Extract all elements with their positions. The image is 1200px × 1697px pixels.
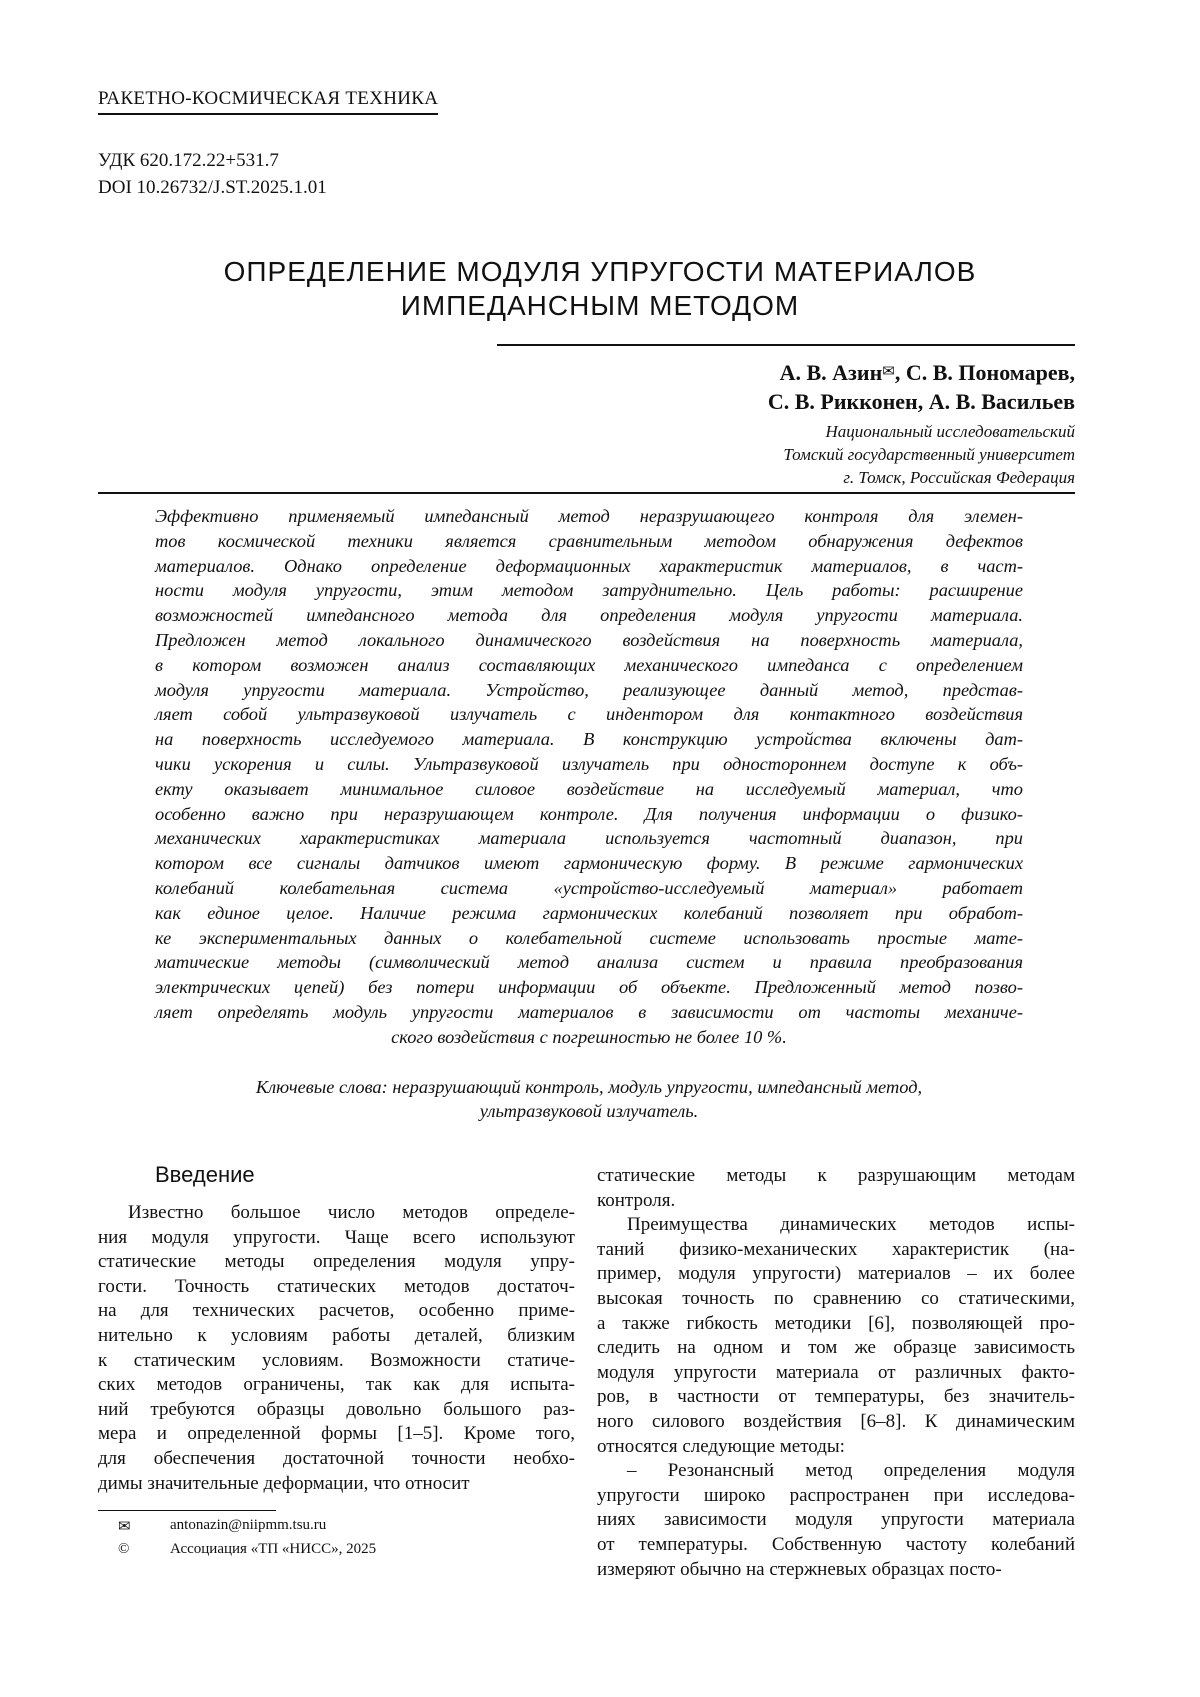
text-line: ний требуются образцы довольно большого раз-: [98, 1398, 575, 1423]
text-line: Известно большое число методов определе-: [98, 1201, 575, 1226]
text-line: особенно важно при неразрушающем контроле. Для получения информации о физико-: [155, 802, 1023, 827]
text-line: ного силового воздействия [6–8]. К динамическим: [597, 1410, 1075, 1435]
text-line: упругости широко распространен при исследова-: [597, 1484, 1075, 1509]
text-line: ке экспериментальных данных о колебательной системе использовать простые мате-: [155, 926, 1023, 951]
text-line: относятся следующие методы:: [597, 1435, 1075, 1460]
paper-page: [0, 0, 1200, 1697]
text-line: Преимущества динамических методов испы-: [597, 1213, 1075, 1238]
affiliation-line: Томский государственный университет: [783, 443, 1075, 466]
keywords-line: Ключевые слова: неразрушающий контроль, модуль упругости, импедансный метод,: [155, 1075, 1023, 1099]
text-line: в котором возможен анализ составляющих механического импеданса с определением: [155, 653, 1023, 678]
abstract: [155, 504, 1023, 1050]
affiliation-line: г. Томск, Российская Федерация: [783, 466, 1075, 489]
text-line: ских методов ограничены, так как для испыта-: [98, 1373, 575, 1398]
text-line: ляет собой ультразвуковой излучатель с индентором для контактного воздействия: [155, 702, 1023, 727]
section-heading-introduction: Введение: [155, 1162, 255, 1188]
affiliation: [783, 420, 1075, 489]
text-line: для обеспечения достаточной точности необхо-: [98, 1447, 575, 1472]
text-line: котором все сигналы датчиков имеют гармоническую форму. В режиме гармонических: [155, 851, 1023, 876]
text-line: Эффективно применяемый импедансный метод неразрушающего контроля для элемен-: [155, 504, 1023, 529]
divider: [497, 344, 1075, 346]
text-line: ского воздействия с погрешностью не более 10 %.: [155, 1025, 1023, 1050]
author-name: А. В. Азин: [780, 360, 883, 385]
text-line: таний физико-механических характеристик (на-: [597, 1238, 1075, 1263]
text-line: ляет определять модуль упругости материалов в зависимости от частоты механиче-: [155, 1000, 1023, 1025]
title-line: ОПРЕДЕЛЕНИЕ МОДУЛЯ УПРУГОСТИ МАТЕРИАЛОВ: [0, 255, 1200, 289]
text-line: гости. Точность статических методов достаточ-: [98, 1275, 575, 1300]
text-line: возможностей импедансного метода для определения модуля упругости материала.: [155, 603, 1023, 628]
text-line: измеряют обычно на стержневых образцах посто-: [597, 1558, 1075, 1583]
udk: УДК 620.172.22+531.7: [98, 150, 279, 172]
authors: [768, 358, 1075, 416]
text-line: статические методы определения модуля упру-: [98, 1250, 575, 1275]
text-line: модуля упругости материала. Устройство, реализующее данный метод, представ-: [155, 678, 1023, 703]
doi: DOI 10.26732/J.ST.2025.1.01: [98, 177, 327, 199]
text-line: статические методы к разрушающим методам: [597, 1164, 1075, 1189]
affiliation-line: Национальный исследовательский: [783, 420, 1075, 443]
text-line: модуля упругости материала от различных факто-: [597, 1361, 1075, 1386]
text-line: высокая точность по сравнению со статическими,: [597, 1287, 1075, 1312]
envelope-icon: ✉: [882, 364, 895, 380]
footnote-email: [118, 1517, 131, 1536]
text-line: электрических цепей) без потери информации об объекте. Предложенный метод позво-: [155, 975, 1023, 1000]
journal-section: РАКЕТНО-КОСМИЧЕСКАЯ ТЕХНИКА: [98, 88, 438, 115]
text-line: чики ускорения и силы. Ультразвуковой излучатель при одностороннем доступе к объ-: [155, 752, 1023, 777]
email-link[interactable]: antonazin@niipmm.tsu.ru: [170, 1517, 326, 1534]
text-line: ров, в частности от температуры, без значитель-: [597, 1385, 1075, 1410]
keywords: [155, 1075, 1023, 1123]
text-line: следить на одном и том же образце зависимость: [597, 1336, 1075, 1361]
right-column-text: [597, 1164, 1075, 1582]
text-line: на для технических расчетов, особенно приме-: [98, 1299, 575, 1324]
left-column-text: [98, 1201, 575, 1496]
text-line: нительно к условиям работы деталей, близким: [98, 1324, 575, 1349]
text-line: мера и определенной формы [1–5]. Кроме того,: [98, 1422, 575, 1447]
text-line: а также гибкость методики [6], позволяющей про-: [597, 1312, 1075, 1337]
text-line: от температуры. Собственную частоту колебаний: [597, 1533, 1075, 1558]
text-line: ниях зависимости модуля упругости материала: [597, 1508, 1075, 1533]
footnote-divider: [98, 1510, 276, 1511]
text-line: механических характеристиках материала используется частотный диапазон, при: [155, 826, 1023, 851]
text-line: матические методы (символический метод анализа систем и правила преобразования: [155, 950, 1023, 975]
text-line: контроля.: [597, 1189, 1075, 1214]
text-line: к статическим условиям. Возможности статиче-: [98, 1349, 575, 1374]
text-line: екту оказывает минимальное силовое воздействие на исследуемый материал, что: [155, 777, 1023, 802]
author-names: С. В. Рикконен, А. В. Васильев: [768, 387, 1075, 416]
text-line: ности модуля упругости, этим методом затруднительно. Цель работы: расширение: [155, 578, 1023, 603]
text-line: Предложен метод локального динамического воздействия на поверхность материала,: [155, 628, 1023, 653]
text-line: – Резонансный метод определения модуля: [597, 1459, 1075, 1484]
text-line: пример, модуля упругости) материалов – их более: [597, 1262, 1075, 1287]
text-line: димы значительные деформации, что относит: [98, 1472, 575, 1497]
text-line: тов космической техники является сравнительным методом обнаружения дефектов: [155, 529, 1023, 554]
article-title: [0, 255, 1200, 323]
author-names: , С. В. Пономарев,: [895, 360, 1075, 385]
divider: [98, 492, 1075, 494]
copyright-icon: ©: [118, 1541, 129, 1557]
footnote-copyright: [118, 1541, 129, 1558]
keywords-line: ультразвуковой излучатель.: [155, 1099, 1023, 1123]
title-line: ИМПЕДАНСНЫМ МЕТОДОМ: [0, 289, 1200, 323]
text-line: колебаний колебательная система «устройство-исследуемый материал» работает: [155, 876, 1023, 901]
copyright-text: Ассоциация «ТП «НИСС», 2025: [170, 1541, 376, 1558]
text-line: ния модуля упругости. Чаще всего используют: [98, 1226, 575, 1251]
text-line: как единое целое. Наличие режима гармонических колебаний позволяет при обработ-: [155, 901, 1023, 926]
text-line: материалов. Однако определение деформационных характеристик материалов, в част-: [155, 554, 1023, 579]
envelope-icon: ✉: [118, 1519, 131, 1535]
text-line: на поверхность исследуемого материала. В конструкцию устройства включены дат-: [155, 727, 1023, 752]
